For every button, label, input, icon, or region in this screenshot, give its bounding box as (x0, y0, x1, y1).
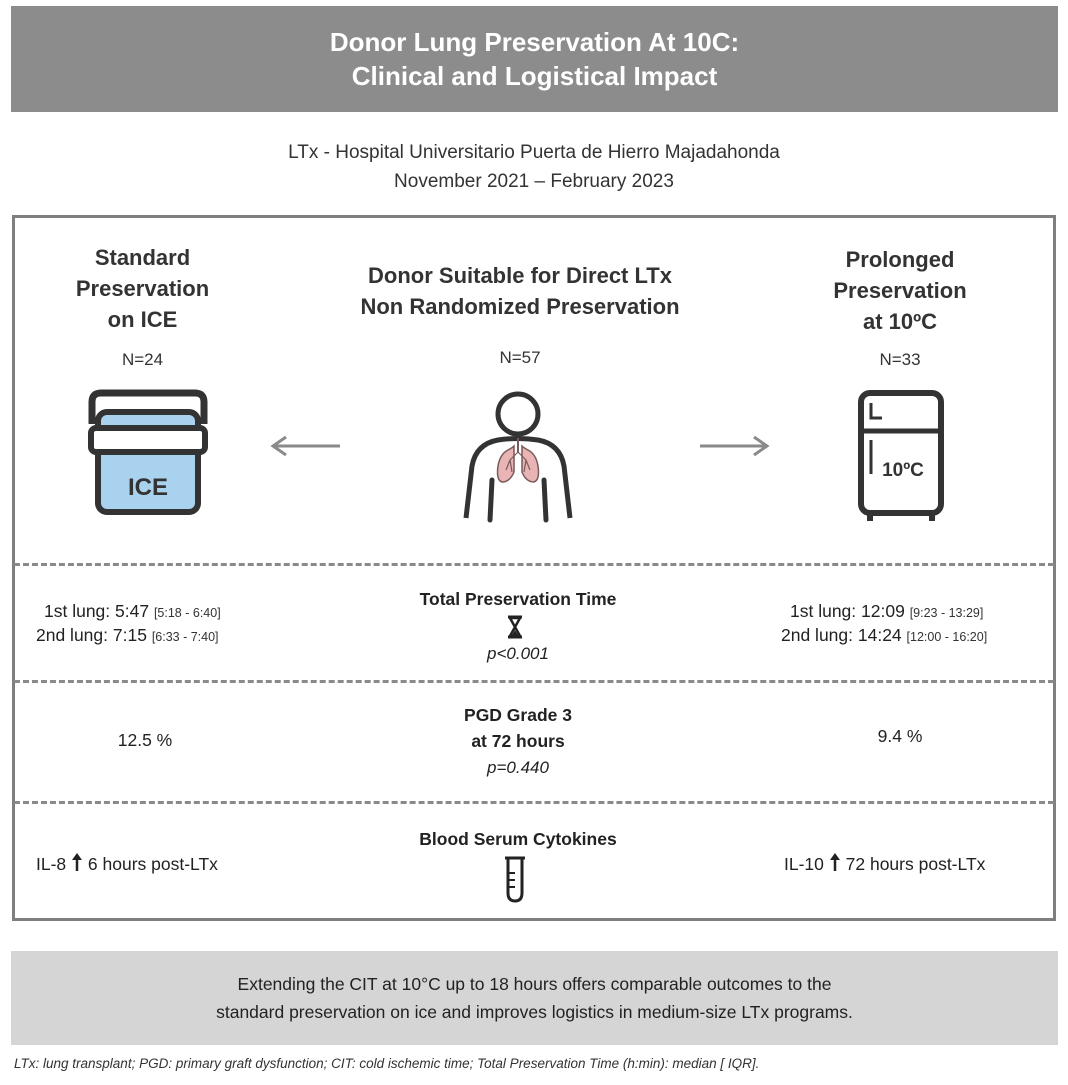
fridge-temp-label: 10ºC (882, 460, 924, 481)
right-cytokine (784, 852, 985, 875)
test-tube-icon (502, 855, 528, 905)
right-pgd-value: 9.4 % (877, 726, 923, 746)
right-first-lung-value: 1st lung: 12:09 (790, 601, 905, 621)
divider-3 (14, 801, 1054, 804)
subtitle-hospital: LTx - Hospital Universitario Puerta de Hierro Majadahonda (288, 142, 780, 163)
donor-lungs-icon (458, 388, 578, 526)
left-heading-line-1: Standard (94, 245, 191, 270)
center-group-heading (300, 260, 740, 322)
ice-cooler-icon (84, 388, 212, 524)
center-heading-line-1: Donor Suitable for Direct LTx (368, 263, 672, 288)
left-first-lung-value: 1st lung: 5:47 (44, 601, 150, 621)
left-second-lung-value: 2nd lung: 7:15 (36, 625, 147, 645)
left-cytokine-time: 6 hours post-LTx (87, 854, 218, 874)
left-second-lung-iqr: [6:33 - 7:40] (151, 630, 219, 644)
arrow-up-icon (829, 852, 841, 872)
conclusion-banner (11, 951, 1058, 1045)
right-cytokine-time: 72 hours post-LTx (845, 854, 986, 874)
right-group-heading (800, 244, 1000, 337)
pgd-p-value: p=0.440 (487, 758, 549, 777)
left-cytokine-marker: IL-8 (36, 854, 67, 874)
ice-label: ICE (127, 474, 169, 501)
refrigerator-icon (856, 388, 946, 524)
title-line-2: Clinical and Logistical Impact (351, 61, 718, 91)
center-n-count: N=57 (499, 348, 541, 367)
subtitle-dates: November 2021 – February 2023 (394, 171, 674, 192)
left-heading-line-2: Preservation (75, 276, 210, 301)
abbreviations-footnote: LTx: lung transplant; PGD: primary graft dysfunction; CIT: cold ischemic time; Total Preservation Time (h:min): median [ IQR]. (14, 1056, 760, 1071)
preservation-p-value: p<0.001 (487, 644, 549, 663)
left-pgd-value: 12.5 % (117, 730, 173, 750)
divider-1 (14, 563, 1054, 566)
right-heading-line-3: at 10ºC (862, 309, 938, 334)
right-heading-line-2: Preservation (833, 278, 967, 303)
left-n-count: N=24 (121, 350, 164, 369)
left-first-lung-time (44, 601, 221, 622)
left-first-lung-iqr: [5:18 - 6:40] (153, 606, 221, 620)
right-second-lung-time (781, 625, 987, 646)
right-second-lung-iqr: [12:00 - 16:20] (906, 630, 988, 644)
title-banner (11, 6, 1058, 112)
arrow-left-icon (268, 434, 344, 458)
conclusion-line-2: standard preservation on ice and improves logistics in medium-size LTx programs. (216, 1002, 853, 1022)
divider-2 (14, 680, 1054, 683)
right-first-lung-iqr: [9:23 - 13:29] (909, 606, 984, 620)
lungs-icon (498, 438, 539, 482)
left-heading-line-3: on ICE (107, 307, 178, 332)
left-group-heading (40, 242, 245, 335)
right-heading-line-1: Prolonged (845, 247, 955, 272)
right-n-count: N=33 (879, 350, 921, 369)
arrow-up-icon (71, 852, 83, 872)
right-second-lung-value: 2nd lung: 14:24 (781, 625, 902, 645)
center-heading-line-2: Non Randomized Preservation (360, 294, 680, 319)
right-first-lung-time (790, 601, 983, 622)
left-second-lung-time (36, 625, 219, 646)
pgd-heading-line-1: PGD Grade 3 (464, 705, 572, 725)
hourglass-icon (506, 614, 524, 640)
total-preservation-heading: Total Preservation Time (419, 589, 617, 609)
cytokines-heading: Blood Serum Cytokines (419, 829, 617, 849)
right-cytokine-marker: IL-10 (784, 854, 824, 874)
left-cytokine (36, 852, 218, 875)
pgd-heading (368, 702, 668, 754)
arrow-right-icon (696, 434, 772, 458)
pgd-heading-line-2: at 72 hours (471, 731, 565, 751)
title-line-1: Donor Lung Preservation At 10C: (329, 27, 740, 57)
conclusion-line-1: Extending the CIT at 10°C up to 18 hours offers comparable outcomes to the (237, 974, 832, 994)
